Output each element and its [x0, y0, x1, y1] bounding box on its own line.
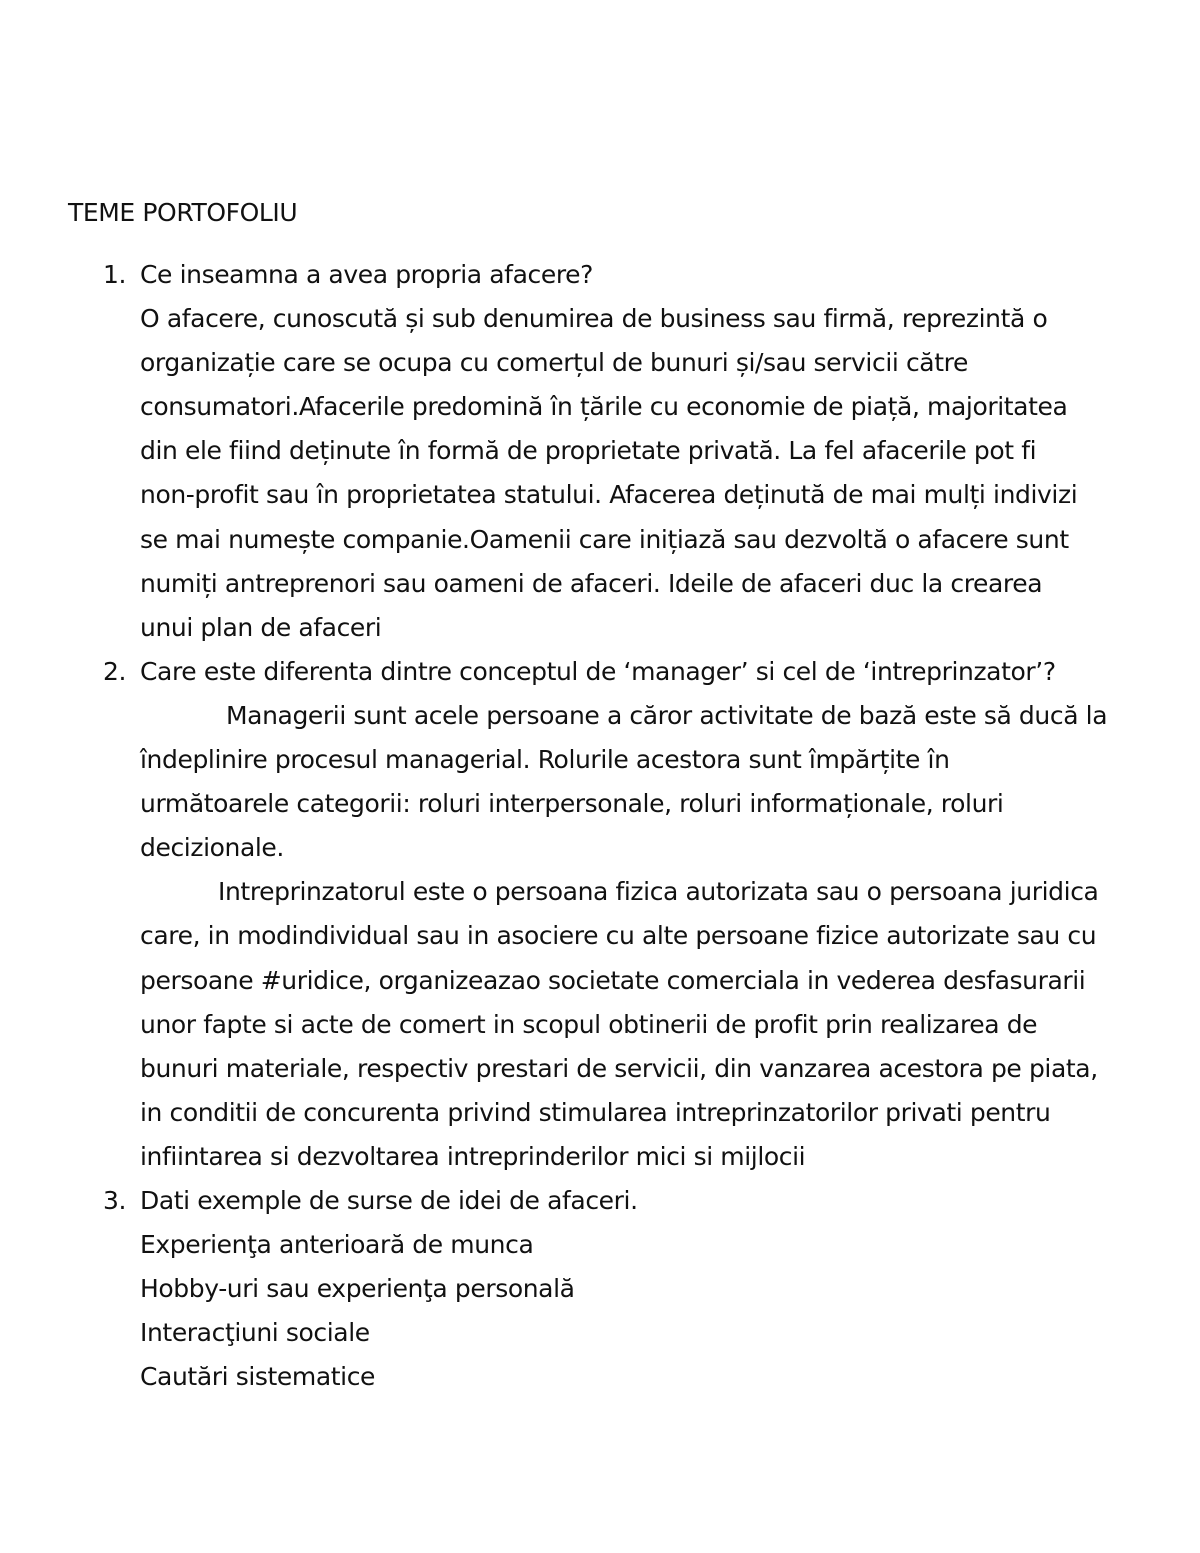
list-number: 2. — [103, 656, 127, 686]
answer-line: din ele fiind deținute în formă de proprietate privată. La fel afacerile pot fi — [140, 436, 1037, 466]
answer-line: care, in modindividual sau in asociere cu alte persoane fizice autorizate sau cu — [140, 921, 1097, 951]
answer-line: Interacţiuni sociale — [140, 1318, 370, 1348]
answer-line: organizație care se ocupa cu comerțul de bunuri și/sau servicii către — [140, 348, 968, 378]
answer-line: îndeplinire procesul managerial. Rolurile acestora sunt împărțite în — [140, 745, 950, 775]
answer-line: infiintarea si dezvoltarea intreprinderilor mici si mijlocii — [140, 1141, 806, 1171]
answer-line: se mai numește companie.Oamenii care inițiază sau dezvoltă o afacere sunt — [140, 524, 1069, 554]
answer-line: Managerii sunt acele persoane a căror activitate de bază este să ducă la — [226, 700, 1108, 730]
list-number: 3. — [103, 1185, 127, 1215]
answer-line: numiți antreprenori sau oameni de afaceri. Ideile de afaceri duc la crearea — [140, 568, 1043, 598]
answer-line: unor fapte si acte de comert in scopul obtinerii de profit prin realizarea de — [140, 1009, 1038, 1039]
answer-line: Cautări sistematice — [140, 1362, 376, 1392]
document-title: TEME PORTOFOLIU — [68, 198, 298, 227]
answer-line: in conditii de concurenta privind stimularea intreprinzatorilor privati pentru — [140, 1097, 1051, 1127]
question-text: Dati exemple de surse de idei de afaceri. — [140, 1185, 638, 1215]
answer-line: Experienţa anterioară de munca — [140, 1230, 534, 1260]
answer-line: persoane #uridice, organizeazao societate comerciala in vederea desfasurarii — [140, 965, 1086, 995]
answer-line: Intreprinzatorul este o persoana fizica autorizata sau o persoana juridica — [218, 877, 1099, 907]
list-item-3 — [0, 1179, 1200, 1399]
answer-line: Hobby-uri sau experienţa personală — [140, 1274, 575, 1304]
answer-line: unui plan de afaceri — [140, 612, 382, 642]
list-number: 1. — [103, 260, 127, 289]
answer-line: O afacere, cunoscută și sub denumirea de business sau firmă, reprezintă o — [140, 304, 1048, 334]
answer-line: decizionale. — [140, 833, 284, 863]
answer-line: consumatori.Afacerile predomină în țările cu economie de piață, majoritatea — [140, 392, 1068, 422]
question-text: Care este diferenta dintre conceptul de ‘manager’ si cel de ‘intreprinzator’? — [140, 656, 1056, 686]
list-item-1 — [0, 253, 1200, 650]
list-item-2 — [0, 650, 1200, 1179]
answer-line: non-profit sau în proprietatea statului. Afacerea deținută de mai mulți indivizi — [140, 480, 1078, 510]
answer-line: următoarele categorii: roluri interpersonale, roluri informaționale, roluri — [140, 789, 1004, 819]
answer-line: bunuri materiale, respectiv prestari de servicii, din vanzarea acestora pe piata, — [140, 1053, 1098, 1083]
question-text: Ce inseamna a avea propria afacere? — [140, 260, 593, 289]
numbered-list — [0, 253, 1200, 1399]
